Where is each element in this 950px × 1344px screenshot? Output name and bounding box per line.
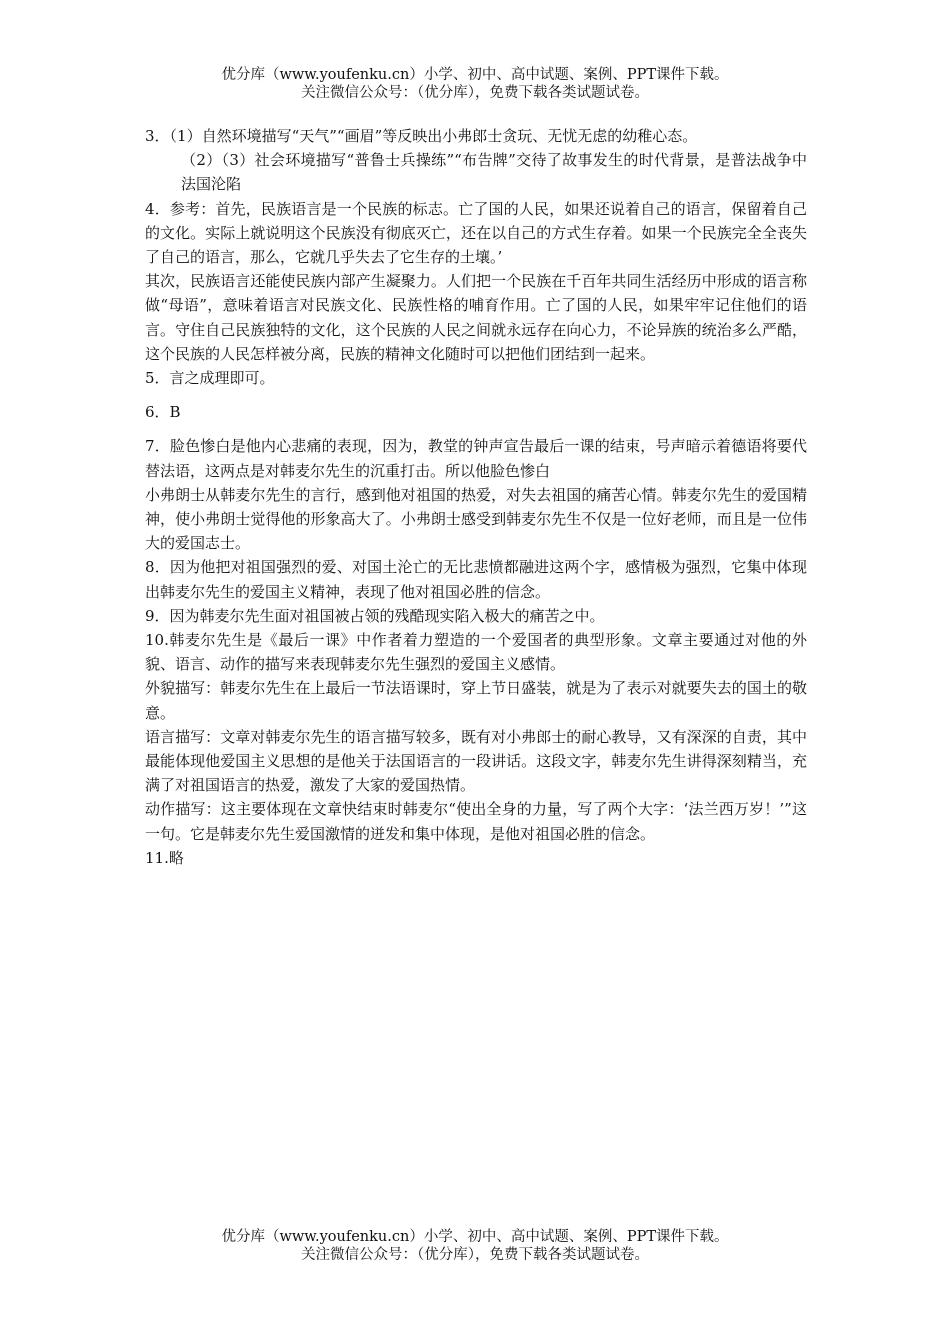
answer-4-paragraph-1: 4．参考：首先，民族语言是一个民族的标志。亡了国的人民，如果还说着自己的语言，保留着自己的文化。实际上就说明这个民族没有彻底灭亡，还在以自己的方式生存着。如果一个民族完全全丧失了自己的语言，那么，它就几乎失去了它生存的土壤。’ [145,199,807,267]
answer-10-language: 语言描写：文章对韩麦尔先生的语言描写较多，既有对小弗郎士的耐心教导，又有深深的自责，其中最能体现他爱国主义思想的是他关于法国语言的一段讲话。这段文字，韩麦尔先生讲得深刻精当，充满了对祖国语言的热爱，激发了大家的爱国热情。 [145,727,807,795]
answer-8: 8．因为他把对祖国强烈的爱、对国土沦亡的无比悲愤都融进这两个字，感情极为强烈，它集中体现出韩麦尔先生的爱国主义精神，表现了他对祖国必胜的信念。 [145,558,807,601]
footer-line-1: 优分库（www.youfenku.cn）小学、初中、高中试题、案例、PPT课件下载。 [221,1229,729,1245]
header-line-1: 优分库（www.youfenku.cn）小学、初中、高中试题、案例、PPT课件下载。 [221,67,729,83]
answer-4-paragraph-2: 其次，民族语言还能使民族内部产生凝聚力。人们把一个民族在千百年共同生活经历中形成的语言称做“母语”，意味着语言对民族文化、民族性格的哺育作用。亡了国的人民，如果牢牢记住他们的语言。守住自己民族独特的文化，这个民族的人民之间就永远存在向心力，不论异族的统治多么严酷，这个民族的人民怎样被分离，民族的精神文化随时可以把他们团结到一起来。 [145,272,807,363]
footer-line-2: 关注微信公众号：（优分库），免费下载各类试题试卷。 [301,1247,649,1263]
answer-6: 6．B [145,403,181,422]
answer-10-appearance: 外貌描写：韩麦尔先生在上最后一节法语课时，穿上节日盛装，就是为了表示对就要失去的国土的敬意。 [145,679,807,722]
answer-10-action: 动作描写：这主要体现在文章快结束时韩麦尔“使出全身的力量，写了两个大字：‘法兰西万岁！’”这一句。它是韩麦尔先生爱国激情的迸发和集中体现，是他对祖国必胜的信念。 [145,800,807,843]
header-line-2: 关注微信公众号：（优分库），免费下载各类试题试卷。 [301,85,649,101]
answer-10-intro: 10.韩麦尔先生是《最后一课》中作者着力塑造的一个爱国者的典型形象。文章主要通过对他的外貌、语言、动作的描写来表现韩麦尔先生强烈的爱国主义感情。 [145,631,807,674]
answer-5: 5．言之成理即可。 [145,369,275,388]
answer-11: 11.略 [145,848,184,867]
page-header [0,66,950,102]
answer-7-paragraph-2: 小弗朗士从韩麦尔先生的言行，感到他对祖国的热爱，对失去祖国的痛苦心情。韩麦尔先生的爱国精神，使小弗朗士觉得他的形象高大了。小弗朗士感受到韩麦尔先生不仅是一位好老师，而且是一位伟大的爱国志士。 [145,485,807,553]
page-footer [0,1228,950,1264]
answer-content [145,124,807,870]
answer-3-part-2: （2）（3）社会环境描写“普鲁士兵操练”“布告牌”交待了故事发生的时代背景，是普法战争中法国沦陷 [181,151,807,194]
answer-9: 9．因为韩麦尔先生面对祖国被占领的残酷现实陷入极大的痛苦之中。 [145,606,605,625]
answer-3-part-1: 3．（1）自然环境描写“天气”“画眉”等反映出小弗郎士贪玩、无忧无虑的幼稚心态。 [145,127,698,145]
answer-7-paragraph-1: 7．脸色惨白是他内心悲痛的表现，因为，教堂的钟声宣告最后一课的结束，号声暗示着德语将要代替法语，这两点是对韩麦尔先生的沉重打击。所以他脸色惨白 [145,437,807,480]
